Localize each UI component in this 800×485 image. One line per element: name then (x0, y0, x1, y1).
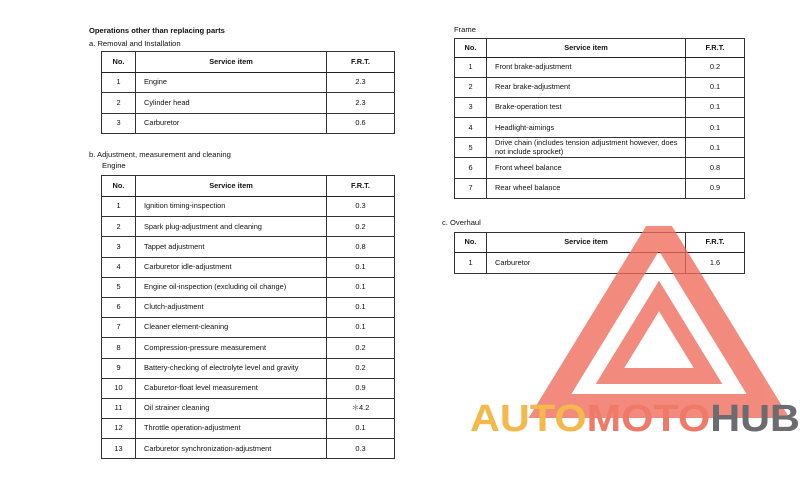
header-service-item: Service item (136, 176, 327, 197)
row-number: 6 (455, 158, 487, 178)
service-item: Carburetor (487, 253, 686, 274)
frt-value: 0.9 (327, 378, 395, 398)
table-row (102, 73, 395, 93)
table-row (102, 277, 395, 297)
row-number: 11 (102, 398, 136, 418)
service-item: Cleaner element-cleaning (136, 318, 327, 338)
frame-table (454, 38, 745, 199)
service-item: Tappet adjustment (136, 237, 327, 257)
frt-value: 1.6 (686, 253, 745, 274)
row-number: 6 (102, 297, 136, 317)
table-row (455, 58, 745, 78)
frt-value: 0.3 (327, 439, 395, 459)
frt-value: 2.3 (327, 93, 395, 113)
section-b-title: b. Adjustment, measurement and cleaning (89, 150, 231, 159)
frt-value: 0.1 (686, 98, 745, 118)
frt-value: 0.1 (327, 257, 395, 277)
row-number: 13 (102, 439, 136, 459)
table-row (455, 138, 745, 158)
row-number: 5 (102, 277, 136, 297)
row-number: 7 (455, 178, 487, 198)
header-no: No. (455, 39, 487, 58)
service-item: Headlight-aimings (487, 118, 686, 138)
frt-value: 0.8 (686, 158, 745, 178)
table-row (102, 217, 395, 237)
frt-value: 0.2 (686, 58, 745, 78)
row-number: 1 (455, 58, 487, 78)
triangle-logo-icon (550, 228, 768, 406)
service-item: Carburetor idle-adjustment (136, 257, 327, 277)
table-row (455, 118, 745, 138)
table-row (102, 237, 395, 257)
row-number: 7 (102, 318, 136, 338)
service-item: Clutch-adjustment (136, 297, 327, 317)
row-number: 2 (102, 217, 136, 237)
frt-value: ＊4.2 (327, 398, 395, 418)
service-item: Drive chain (includes tension adjustment however, does not include sprocket) (487, 138, 686, 158)
table-row (455, 178, 745, 198)
frt-value: 0.6 (327, 113, 395, 133)
row-number: 9 (102, 358, 136, 378)
row-number: 10 (102, 378, 136, 398)
table-row (102, 378, 395, 398)
table-row (102, 358, 395, 378)
row-number: 3 (102, 113, 136, 133)
watermark-brand-text: AUTO MOTO HUB (470, 398, 793, 440)
row-number: 2 (102, 93, 136, 113)
table-row (102, 398, 395, 418)
header-service-item: Service item (136, 52, 327, 73)
service-item: Compression-pressure measurement (136, 338, 327, 358)
row-number: 3 (455, 98, 487, 118)
header-service-item: Service item (487, 233, 686, 253)
engine-table (101, 175, 395, 459)
header-frt: F.R.T. (686, 233, 745, 253)
frt-value: 0.1 (327, 277, 395, 297)
table-row (455, 158, 745, 178)
row-number: 4 (455, 118, 487, 138)
frt-value: 0.1 (327, 419, 395, 439)
service-item: Brake-operation test (487, 98, 686, 118)
table-row (102, 197, 395, 217)
table-row (455, 78, 745, 98)
engine-label: Engine (102, 161, 126, 170)
removal-table (101, 51, 395, 134)
row-number: 1 (102, 73, 136, 93)
frt-value: 0.1 (327, 318, 395, 338)
table-row (102, 297, 395, 317)
service-item: Throttle operation-adjustment (136, 419, 327, 439)
section-c-title: c. Overhaul (442, 218, 481, 227)
frt-value: 0.2 (327, 358, 395, 378)
row-number: 3 (102, 237, 136, 257)
service-item: Caburetor-float level measurement (136, 378, 327, 398)
service-item: Engine oil-inspection (excluding oil change) (136, 277, 327, 297)
frt-value: 0.1 (327, 297, 395, 317)
row-number: 12 (102, 419, 136, 439)
frt-value: 0.1 (686, 78, 745, 98)
frt-value: 0.1 (686, 138, 745, 158)
table-row (455, 98, 745, 118)
page-heading: Operations other than replacing parts (89, 26, 225, 35)
service-item: Cylinder head (136, 93, 327, 113)
table-row (102, 257, 395, 277)
frt-value: 0.2 (327, 217, 395, 237)
service-item: Front brake-adjustment (487, 58, 686, 78)
table-row (102, 419, 395, 439)
row-number: 8 (102, 338, 136, 358)
row-number: 5 (455, 138, 487, 158)
service-item: Spark plug-adjustment and cleaning (136, 217, 327, 237)
header-frt: F.R.T. (686, 39, 745, 58)
frame-label: Frame (454, 25, 476, 34)
frt-value: 0.3 (327, 197, 395, 217)
service-item: Rear brake-adjustment (487, 78, 686, 98)
header-frt: F.R.T. (327, 52, 395, 73)
table-row (102, 113, 395, 133)
automotohub-watermark (470, 226, 800, 446)
table-row (102, 338, 395, 358)
table-row (102, 439, 395, 459)
service-item: Rear wheel balance (487, 178, 686, 198)
row-number: 2 (455, 78, 487, 98)
frt-value: 0.9 (686, 178, 745, 198)
service-item: Ignition timing-inspection (136, 197, 327, 217)
header-service-item: Service item (487, 39, 686, 58)
frt-value: 0.8 (327, 237, 395, 257)
service-item: Oil strainer cleaning (136, 398, 327, 418)
header-no: No. (102, 176, 136, 197)
table-row (102, 318, 395, 338)
table-row (102, 93, 395, 113)
header-frt: F.R.T. (327, 176, 395, 197)
header-no: No. (102, 52, 136, 73)
service-item: Front wheel balance (487, 158, 686, 178)
service-item: Battery-checking of electrolyte level and gravity (136, 358, 327, 378)
header-no: No. (455, 233, 487, 253)
frt-value: 2.3 (327, 73, 395, 93)
row-number: 4 (102, 257, 136, 277)
service-item: Carburetor synchronization-adjustment (136, 439, 327, 459)
frt-value: 0.1 (686, 118, 745, 138)
frt-value: 0.2 (327, 338, 395, 358)
service-item: Carburetor (136, 113, 327, 133)
section-a-title: a. Removal and Installation (89, 39, 181, 48)
row-number: 1 (455, 253, 487, 274)
row-number: 1 (102, 197, 136, 217)
service-item: Engine (136, 73, 327, 93)
